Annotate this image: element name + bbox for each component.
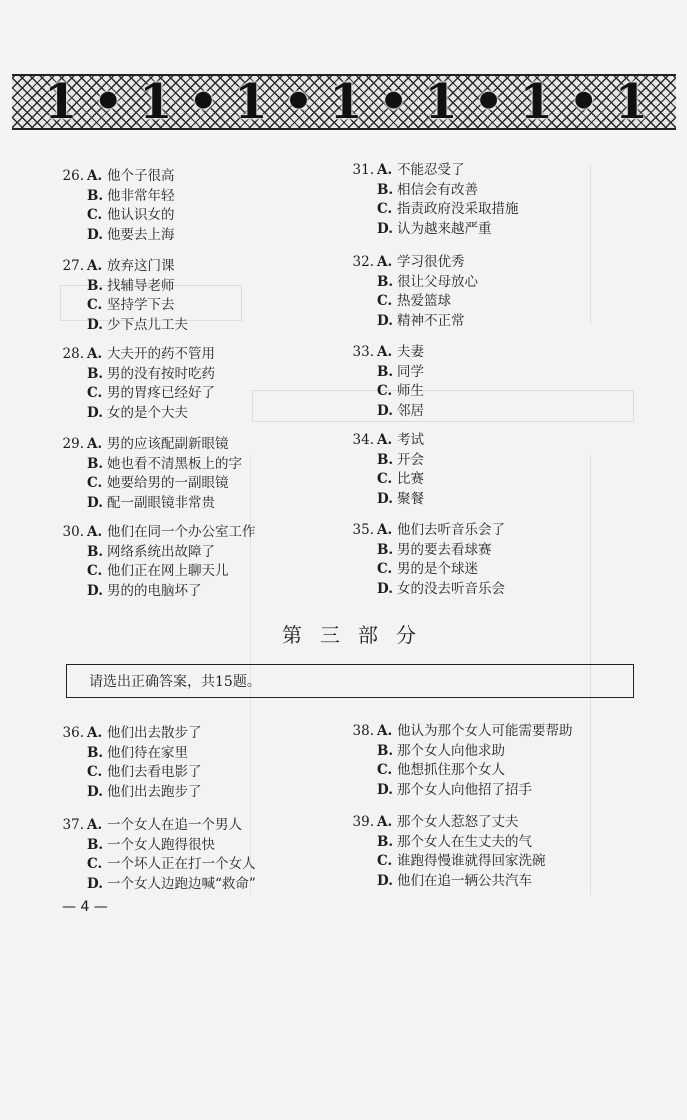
answer-option — [346, 200, 519, 220]
question-number — [56, 494, 84, 514]
question-number — [56, 562, 84, 582]
option-letter: D. — [377, 312, 393, 329]
question-number — [56, 226, 84, 246]
option-text: 那个女人向他招了招手 — [397, 781, 532, 798]
option-text: 大夫开的药不管用 — [107, 346, 215, 362]
answer-option — [56, 384, 215, 404]
option-text: 他们去看电影了 — [107, 764, 202, 781]
option-text: 精神不正常 — [397, 312, 465, 329]
option-letter: A. — [377, 254, 393, 270]
answer-option — [56, 836, 256, 856]
option-text: 指责政府没采取措施 — [397, 201, 519, 218]
option-letter: D. — [377, 402, 393, 419]
option-letter: C. — [377, 201, 393, 218]
option-text: 同学 — [397, 363, 424, 380]
banner-dot: • — [378, 74, 409, 130]
option-letter: C. — [377, 561, 393, 578]
answer-option — [56, 474, 242, 494]
question-number: 38. — [352, 723, 374, 739]
answer-option — [346, 722, 573, 742]
option-text: 那个女人惹怒了丈夫 — [397, 814, 519, 830]
option-text: 他们出去跑步了 — [107, 783, 202, 800]
option-letter: B. — [377, 541, 394, 558]
answer-option — [346, 431, 424, 451]
answer-option — [56, 744, 202, 764]
question-number: 32. — [352, 254, 374, 270]
option-letter: B. — [87, 277, 104, 294]
question-number — [56, 744, 84, 764]
question-number: 37. — [62, 817, 84, 833]
option-text: 一个女人跑得很快 — [107, 836, 215, 853]
answer-option — [346, 490, 424, 510]
question-item — [56, 435, 242, 513]
option-text: 他要去上海 — [107, 226, 175, 243]
option-letter: C. — [87, 385, 103, 402]
option-text: 一个女人在追一个男人 — [107, 817, 242, 833]
question-number: 29. — [62, 436, 84, 452]
question-item — [346, 521, 505, 599]
question-number: 26. — [62, 168, 84, 184]
option-text: 很让父母放心 — [397, 273, 478, 290]
option-letter: C. — [87, 207, 103, 224]
option-letter: D. — [87, 316, 103, 333]
answer-option — [346, 382, 424, 402]
option-text: 他们正在网上聊天儿 — [107, 563, 229, 580]
option-letter: C. — [87, 764, 103, 781]
answer-option — [56, 582, 256, 602]
option-text: 放弃这门课 — [107, 258, 175, 274]
banner-digit: 1 — [234, 74, 268, 130]
option-letter: A. — [87, 436, 103, 452]
question-item — [56, 523, 256, 601]
option-letter: B. — [377, 833, 394, 850]
option-letter: C. — [377, 293, 393, 310]
question-number — [346, 402, 374, 422]
option-text: 他非常年轻 — [107, 187, 175, 204]
question-number: 27. — [62, 258, 84, 274]
question-number — [56, 384, 84, 404]
question-number: 36. — [62, 725, 84, 741]
answer-option — [346, 220, 519, 240]
option-letter: A. — [87, 346, 103, 362]
banner-digit: 1 — [44, 74, 78, 130]
option-letter: C. — [87, 475, 103, 492]
answer-option — [56, 296, 188, 316]
question-number: 28. — [62, 346, 84, 362]
option-letter: B. — [377, 742, 394, 759]
answer-option — [56, 365, 215, 385]
banner-dot: • — [283, 74, 314, 130]
question-number — [346, 382, 374, 402]
option-text: 少下点儿工夫 — [107, 316, 188, 333]
option-letter: B. — [377, 181, 394, 198]
option-letter: B. — [87, 365, 104, 382]
answer-option — [346, 521, 505, 541]
option-text: 男的是个球迷 — [397, 561, 478, 578]
option-text: 男的应该配副新眼镜 — [107, 436, 229, 452]
option-letter: B. — [377, 273, 394, 290]
question-number — [56, 875, 84, 895]
answer-option — [56, 816, 256, 836]
option-text: 男的没有按时吃药 — [107, 365, 215, 382]
question-number — [56, 455, 84, 475]
question-number — [346, 363, 374, 383]
option-text: 考试 — [397, 432, 424, 448]
page-number: — 4 — — [62, 899, 108, 915]
question-item — [56, 724, 202, 802]
question-number — [56, 206, 84, 226]
answer-option — [346, 273, 478, 293]
banner-digits — [12, 76, 676, 128]
question-number — [346, 312, 374, 332]
answer-option — [56, 494, 242, 514]
answer-option — [56, 875, 256, 895]
banner-digit: 1 — [424, 74, 458, 130]
option-letter: B. — [377, 451, 394, 468]
option-text: 他们在追一辆公共汽车 — [397, 872, 532, 889]
option-text: 坚持学下去 — [107, 297, 175, 314]
answer-option — [56, 855, 256, 875]
answer-option — [56, 316, 188, 336]
option-text: 男的要去看球赛 — [397, 541, 492, 558]
answer-option — [56, 404, 215, 424]
option-text: 一个女人边跑边喊“救命” — [107, 875, 256, 892]
option-letter: D. — [87, 875, 103, 892]
answer-option — [346, 761, 573, 781]
option-text: 找辅导老师 — [107, 277, 175, 294]
option-letter: B. — [87, 455, 104, 472]
question-number — [346, 273, 374, 293]
answer-option — [346, 742, 573, 762]
question-item — [346, 722, 573, 800]
option-letter: A. — [377, 344, 393, 360]
question-number — [346, 292, 374, 312]
answer-option — [346, 451, 424, 471]
answer-option — [346, 580, 505, 600]
question-number — [346, 742, 374, 762]
question-number — [56, 187, 84, 207]
option-letter: A. — [87, 258, 103, 274]
option-text: 邻居 — [397, 402, 424, 419]
option-text: 比赛 — [397, 471, 424, 488]
answer-option — [346, 161, 519, 181]
answer-option — [56, 455, 242, 475]
option-letter: C. — [87, 563, 103, 580]
option-letter: D. — [87, 494, 103, 511]
answer-option — [346, 181, 519, 201]
option-text: 网络系统出故障了 — [107, 543, 215, 560]
question-number — [56, 474, 84, 494]
answer-option — [346, 253, 478, 273]
answer-option — [56, 523, 256, 543]
question-number — [56, 296, 84, 316]
answer-option — [346, 292, 478, 312]
answer-option — [56, 206, 175, 226]
question-number — [346, 872, 374, 892]
answer-option — [56, 167, 175, 187]
question-item — [56, 257, 188, 335]
option-letter: C. — [87, 856, 103, 873]
option-text: 他认为那个女人可能需要帮助 — [397, 723, 573, 739]
banner-digit: 1 — [519, 74, 553, 130]
option-text: 那个女人在生丈夫的气 — [397, 833, 532, 850]
option-letter: D. — [377, 580, 393, 597]
question-number — [56, 316, 84, 336]
question-item — [346, 343, 424, 421]
instruction-text: 请选出正确答案，共15题。 — [89, 674, 261, 690]
question-number — [56, 404, 84, 424]
option-letter: A. — [377, 814, 393, 830]
option-letter: A. — [377, 522, 393, 538]
option-text: 女的没去听音乐会 — [397, 580, 505, 597]
banner-dot: • — [568, 74, 600, 130]
instruction-box — [66, 664, 634, 698]
question-number — [56, 365, 84, 385]
answer-option — [56, 543, 256, 563]
option-text: 他认识女的 — [107, 207, 175, 224]
option-text: 谁跑得慢谁就得回家洗碗 — [397, 853, 546, 870]
option-letter: C. — [377, 471, 393, 488]
option-letter: A. — [377, 162, 393, 178]
answer-option — [346, 560, 505, 580]
option-letter: C. — [377, 762, 393, 779]
option-letter: B. — [87, 187, 104, 204]
answer-option — [56, 277, 188, 297]
section-title: 第三部分 — [282, 623, 434, 647]
question-item — [346, 253, 478, 331]
option-letter: D. — [377, 490, 393, 507]
option-text: 学习很优秀 — [397, 254, 465, 270]
question-number — [346, 580, 374, 600]
question-number: 30. — [62, 524, 84, 540]
option-text: 热爱篮球 — [397, 293, 451, 310]
banner-dot: • — [188, 74, 219, 130]
banner-dot: • — [92, 74, 124, 130]
answer-option — [346, 813, 546, 833]
option-text: 不能忍受了 — [397, 162, 465, 178]
answer-option — [56, 783, 202, 803]
answer-option — [56, 226, 175, 246]
banner-digit: 1 — [614, 74, 648, 130]
option-text: 他们在同一个办公室工作 — [107, 524, 256, 540]
question-number — [346, 781, 374, 801]
option-letter: C. — [377, 853, 393, 870]
question-number — [346, 220, 374, 240]
question-number: 33. — [352, 344, 374, 360]
option-letter: B. — [87, 543, 104, 560]
question-number: 35. — [352, 522, 374, 538]
answer-option — [56, 187, 175, 207]
question-number — [56, 582, 84, 602]
question-number — [346, 560, 374, 580]
question-item — [346, 431, 424, 509]
option-text: 一个坏人正在打一个女人 — [107, 856, 256, 873]
question-number: 31. — [352, 162, 374, 178]
option-letter: D. — [377, 220, 393, 237]
option-letter: D. — [377, 872, 393, 889]
option-text: 他们去听音乐会了 — [397, 522, 505, 538]
answer-option — [56, 562, 256, 582]
option-letter: D. — [87, 404, 103, 421]
question-number — [56, 836, 84, 856]
option-text: 认为越来越严重 — [397, 220, 492, 237]
question-number — [346, 451, 374, 471]
answer-option — [346, 781, 573, 801]
option-letter: A. — [87, 168, 103, 184]
answer-option — [346, 343, 424, 363]
answer-option — [346, 872, 546, 892]
option-letter: C. — [377, 383, 393, 400]
question-number — [346, 181, 374, 201]
question-item — [56, 816, 256, 894]
answer-option — [56, 724, 202, 744]
option-text: 夫妻 — [397, 344, 424, 360]
answer-option — [346, 312, 478, 332]
answer-option — [346, 833, 546, 853]
option-text: 师生 — [397, 383, 424, 400]
option-text: 她也看不清黑板上的字 — [107, 455, 242, 472]
question-number — [56, 783, 84, 803]
question-number — [346, 761, 374, 781]
option-text: 相信会有改善 — [397, 181, 478, 198]
answer-option — [346, 541, 505, 561]
question-number — [56, 543, 84, 563]
option-text: 配一副眼镜非常贵 — [107, 494, 215, 511]
option-letter: D. — [87, 226, 103, 243]
question-number — [346, 490, 374, 510]
question-item — [346, 161, 519, 239]
option-text: 她要给男的一副眼镜 — [107, 475, 229, 492]
answer-option — [56, 763, 202, 783]
option-letter: B. — [377, 363, 394, 380]
option-text: 男的胃疼已经好了 — [107, 385, 215, 402]
question-number: 39. — [352, 814, 374, 830]
header-banner — [12, 74, 676, 130]
option-letter: C. — [87, 297, 103, 314]
question-number — [346, 200, 374, 220]
answer-option — [346, 852, 546, 872]
option-letter: A. — [87, 725, 103, 741]
banner-digit: 1 — [329, 74, 363, 130]
option-text: 男的的电脑坏了 — [107, 582, 202, 599]
option-text: 他想抓住那个女人 — [397, 762, 505, 779]
answer-option — [56, 435, 242, 455]
answer-option — [346, 363, 424, 383]
question-number: 34. — [352, 432, 374, 448]
option-letter: A. — [87, 817, 103, 833]
option-text: 他们出去散步了 — [107, 725, 202, 741]
answer-option — [56, 345, 215, 365]
option-letter: B. — [87, 836, 104, 853]
option-text: 他们待在家里 — [107, 744, 188, 761]
option-text: 他个子很高 — [107, 168, 175, 184]
option-letter: D. — [377, 781, 393, 798]
banner-dot: • — [473, 74, 504, 130]
answer-option — [346, 470, 424, 490]
option-text: 聚餐 — [397, 490, 424, 507]
question-number — [56, 855, 84, 875]
question-number — [346, 833, 374, 853]
option-letter: A. — [87, 524, 103, 540]
option-letter: D. — [87, 783, 103, 800]
question-item — [346, 813, 546, 891]
question-number — [56, 763, 84, 783]
question-number — [346, 541, 374, 561]
answer-option — [56, 257, 188, 277]
question-number — [346, 470, 374, 490]
answer-option — [346, 402, 424, 422]
question-item — [56, 167, 175, 245]
question-item — [56, 345, 215, 423]
option-text: 那个女人向他求助 — [397, 742, 505, 759]
option-letter: A. — [377, 723, 393, 739]
option-text: 开会 — [397, 451, 424, 468]
option-letter: A. — [377, 432, 393, 448]
option-text: 女的是个大夫 — [107, 404, 188, 421]
option-letter: D. — [87, 582, 103, 599]
question-number — [56, 277, 84, 297]
banner-digit: 1 — [139, 74, 173, 130]
question-number — [346, 852, 374, 872]
option-letter: B. — [87, 744, 104, 761]
